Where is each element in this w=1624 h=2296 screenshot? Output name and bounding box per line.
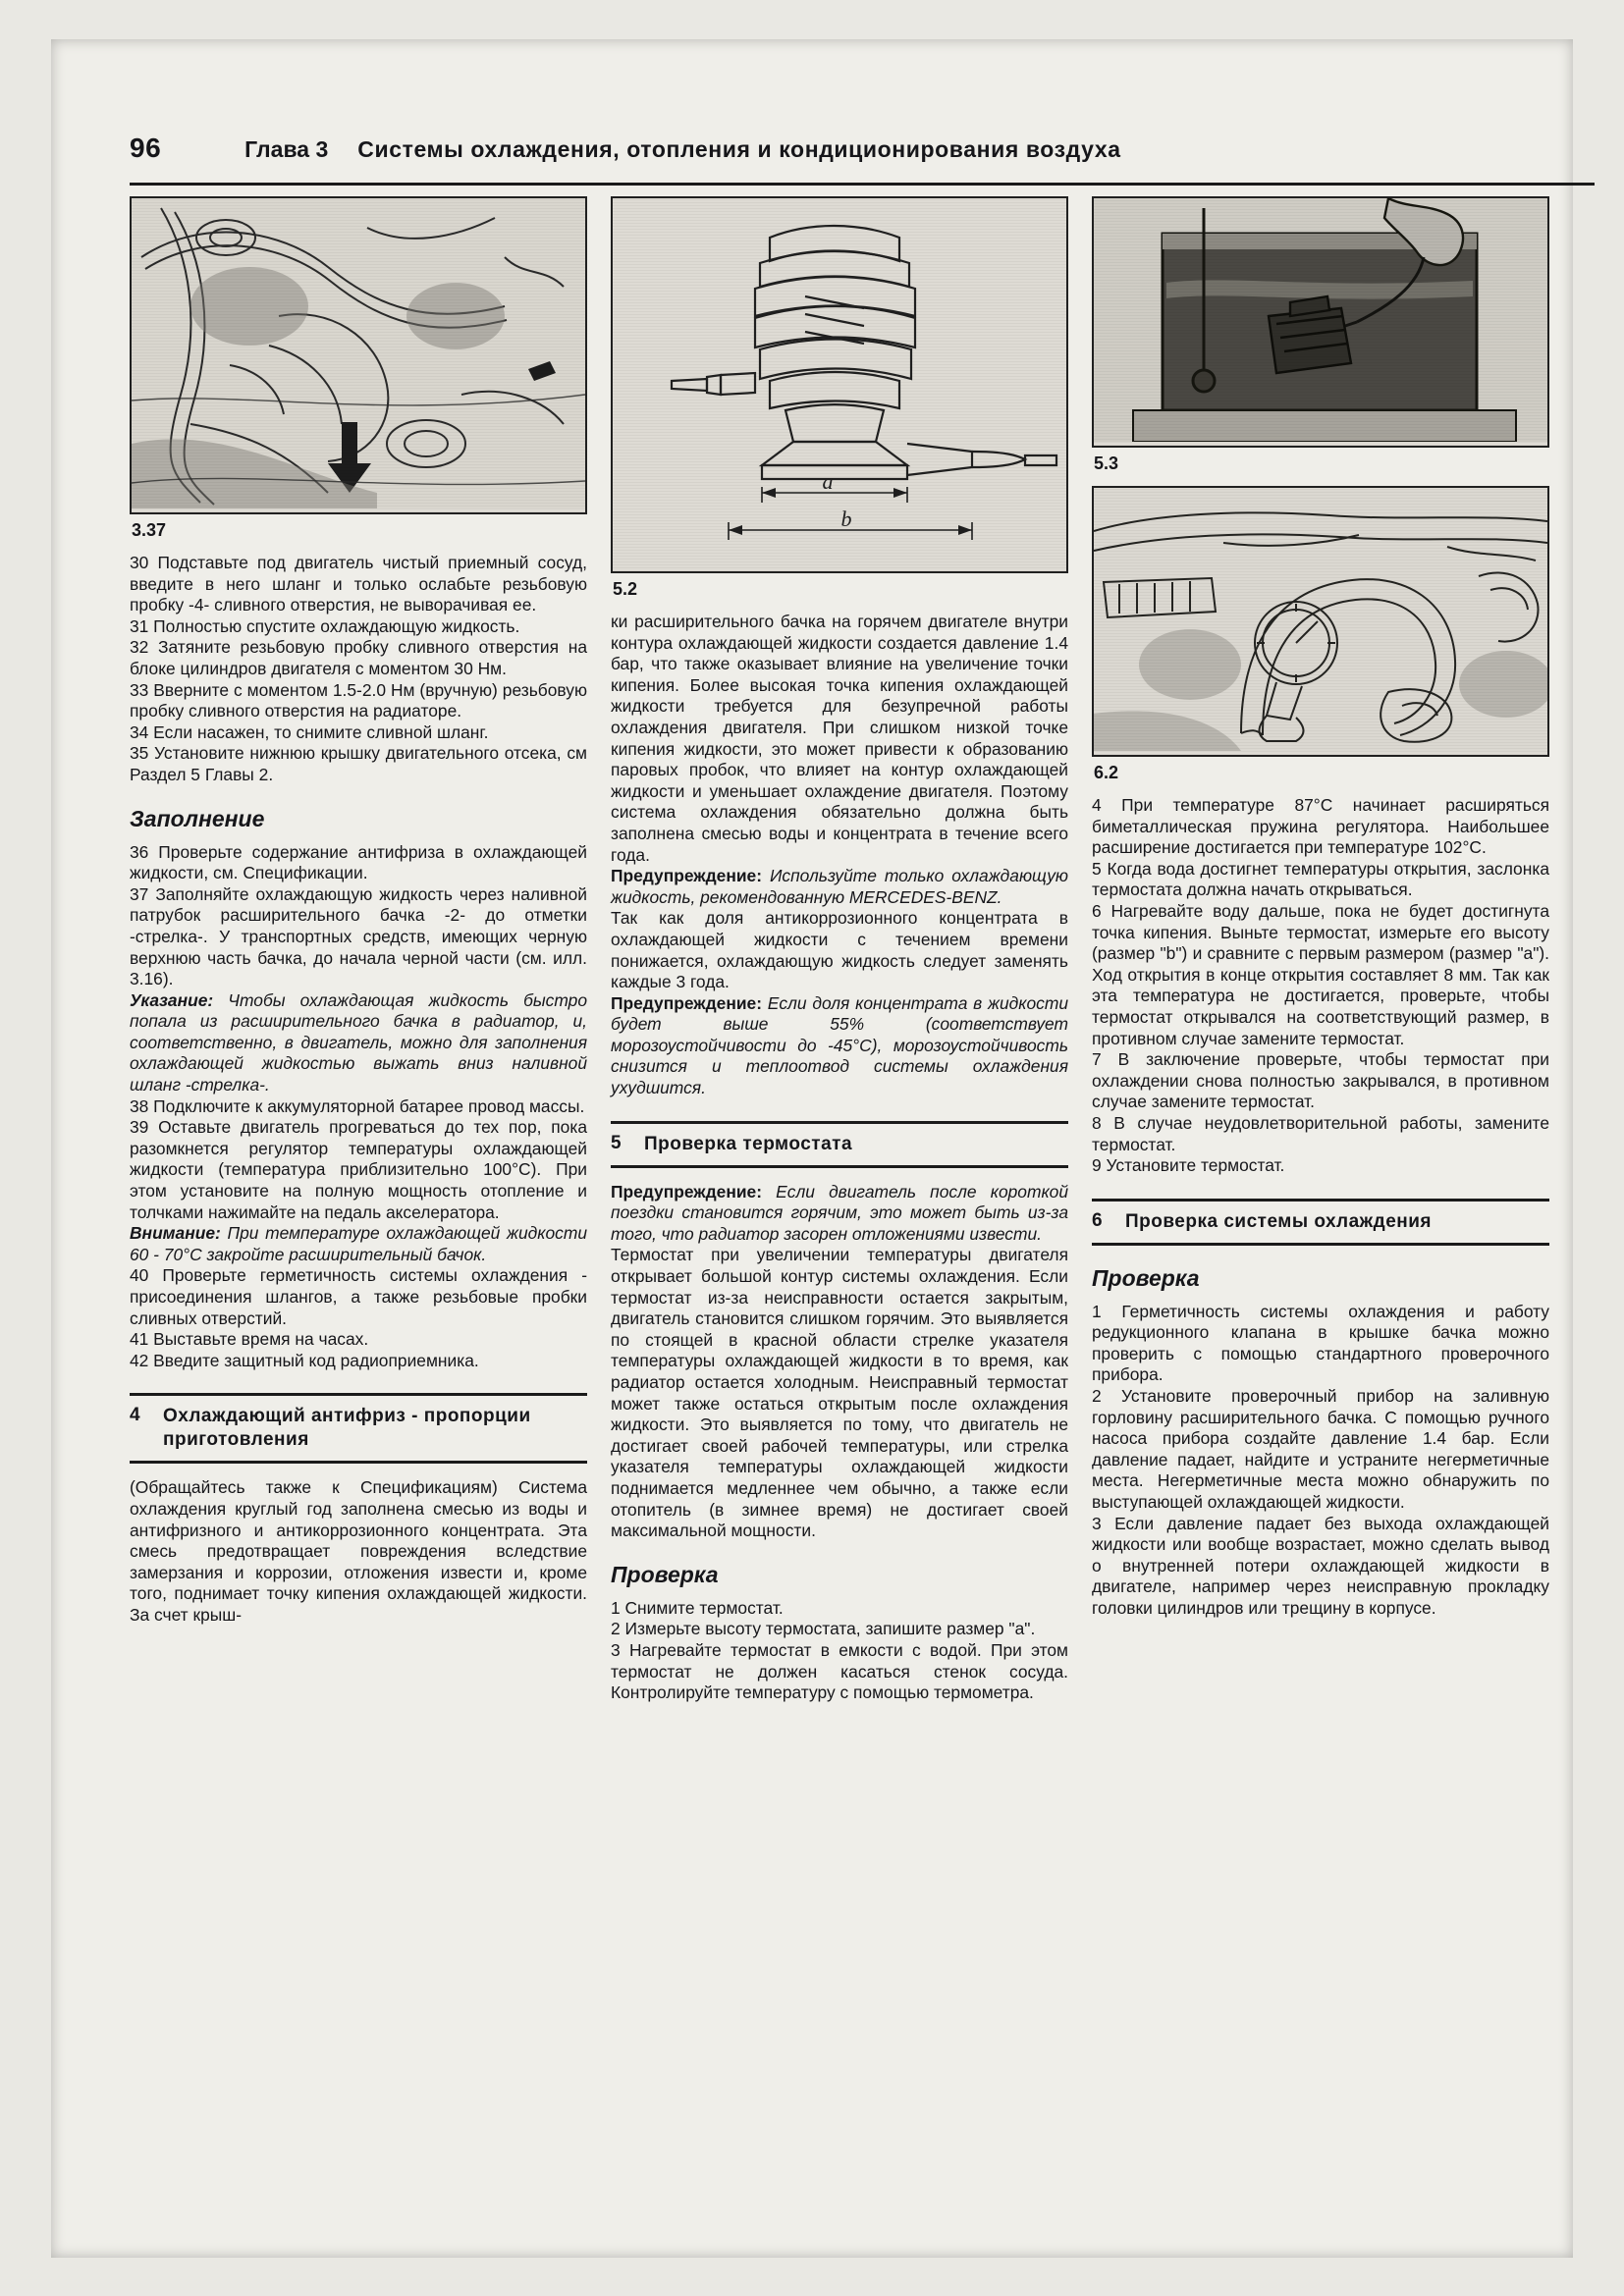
paragraph-38: 38 Подключите к аккумуляторной батарее провод массы.: [130, 1095, 585, 1116]
page-header: [130, 133, 1593, 178]
section-4-number: 4: [130, 1405, 140, 1426]
figure-3-37: [130, 196, 587, 514]
check-step-3: 3 Нагревайте термостат в емкости с водой. При этом термостат не должен касаться стенок сосуда. Контролируйте температуру с помощью термометра.: [611, 1639, 1068, 1703]
heading-check-col3: Проверка: [1092, 1264, 1200, 1291]
note-text: Чтобы охлаждающая жидкость быстро попала из расширительного бачка в радиатор, и, соответственно, в двигатель, можно для заполнения охлаждающей жидкостью выжать вниз наливной шланг -стрелка-.: [130, 989, 587, 1095]
paragraph-35: 35 Установите нижнюю крышку двигательного отсека, см Раздел 5 Главы 2.: [130, 743, 587, 784]
svg-text:b: b: [840, 507, 852, 531]
check-step-8: 8 В случае неудовлетворительной работы, замените термостат.: [1092, 1112, 1549, 1154]
paragraph-40: 40 Проверьте герметичность системы охлаждения - присоединения шлангов, а также резьбовые пробки сливных отверстий.: [130, 1265, 587, 1328]
figure-5-3: [1092, 196, 1549, 448]
heading-check-col2: Проверка: [611, 1561, 719, 1587]
warning-1-label: Предупреждение:: [611, 866, 762, 886]
paragraph-32: 32 Затяните резьбовую пробку сливного отверстия на блоке цилиндров двигателя с моментом 30 Нм.: [130, 637, 587, 678]
paragraph-42: 42 Введите защитный код радиоприемника.: [130, 1350, 479, 1370]
figure-6-2: [1092, 486, 1549, 757]
paragraph-thermostat: Термостат при увеличении температуры двигателя открывает большой контур системы охлаждения. Если термостат из-за неисправности остается закрытым, двигатель становится слишком горячим. Это выявляется по стоящей в красной области стрелке указателя температуры охлаждающей жидкости в то время, как радиатор остается холодным. Неисправный термостат может также остаться открытым после охлаждения жидкости. Это выявляется по тому, что двигатель не достигает своей рабочей температуры, или стрелка указателя температуры охлаждающей жидкости поднимается медленнее чем обычно, а также если отопитель (в зимнее время) не достигает своей максимальной мощности.: [611, 1245, 1068, 1541]
warning-2-text: Если доля концентрата в жидкости будет выше 55% (соответствует морозоустойчивости до -45°C), морозоустойчивость снизится и теплоотвод системы охлаждения ухудшится.: [611, 992, 1068, 1098]
paragraph-30: 30 Подставьте под двигатель чистый приемный сосуд, введите в него шланг и только ослабьте резьбовую пробку -4- сливного отверстия, не выворачивая ее.: [130, 553, 587, 615]
header-rule: [130, 183, 1595, 186]
paragraph-continued: ки расширительного бачка на горячем двигателе внутри контура охлаждающей жидкости создается давление 1.4 бар, что также оказывает влияние на увеличение точки кипения. Более высокая точка кипения охлаждающей жидкости требуется для безупречной работы охлаждения двигателя. При слишком низкой точке кипения жидкости, это может привести к образованию паровых пробок, что влияет на контур охлаждающей жидкости и уменьшает охлаждение двигателя. Поэтому система охлаждения обязательно должна быть заполнена смесью воды и концентрата в течение всего года.: [611, 612, 1068, 865]
figure-3-37-caption: 3.37: [132, 520, 167, 540]
paragraph-warning-2: [611, 993, 1068, 1099]
check-step-5: 5 Когда вода достигнет температуры открытия, заслонка термостата должна начать открываться.: [1092, 858, 1549, 900]
page-number: 96: [130, 133, 162, 163]
paragraph-37: 37 Заполняйте охлаждающую жидкость через наливной патрубок расширительного бачка -2- до отметки -стрелка-. У транспортных средств, имеющих черную верхнюю часть бачка, до начала черной части (см. илл. 3.16).: [130, 883, 587, 989]
paragraph-36: 36 Проверьте содержание антифриза в охлаждающей жидкости, см. Спецификации.: [130, 841, 587, 883]
paragraph-warning-1: [611, 866, 1068, 908]
paragraph-section-4-body: (Обращайтесь также к Спецификациям) Система охлаждения круглый год заполнена смесью из воды и антифризного и антикоррозионного концентрата. Эта смесь предотвращает повреждения вследствие замерзания и коррозии, отложения извести и, кроме того, поднимает точку кипения охлаждающей жидкости. За счет крыш-: [130, 1477, 587, 1625]
column-2: [611, 196, 1068, 1704]
section-4-title: Охлаждающий антифриз - пропорции приготовления: [163, 1406, 531, 1451]
section-6-title: Проверка системы охлаждения: [1125, 1210, 1432, 1232]
figure-5-3-caption: 5.3: [1094, 454, 1119, 473]
section-6-bar: [1092, 1199, 1549, 1246]
section-5-number: 5: [611, 1132, 622, 1153]
warning-3-label: Предупреждение:: [611, 1181, 762, 1201]
check-step-7: 7 В заключение проверьте, чтобы термостат при охлаждении снова полностью закрывался, в противном случае замените термостат.: [1092, 1049, 1549, 1112]
paragraph-warning-3: [611, 1182, 1068, 1246]
check-step-4: 4 При температуре 87°C начинает расширяться биметаллическая пружина регулятора. Наибольшее расширение достигается при температуре 102°C.: [1092, 795, 1549, 858]
svg-text:a: a: [822, 469, 834, 494]
caution-text: При температуре охлаждающей жидкости 60 - 70°C закройте расширительный бачок.: [130, 1223, 587, 1264]
paragraph-note-vnimanie: [130, 1223, 587, 1265]
caution-label: Внимание:: [130, 1223, 221, 1244]
check-step-6: 6 Нагревайте воду дальше, пока не будет достигнута точка кипения. Выньте термостат, измерьте его высоту (размер "b") и сравните с первым размером (размер "a"). Ход открытия в конце открытия составляет 8 мм. Так как эта температура не достигается, проверьте, чтобы термостат открывался на соответствующий размер, в противном случае замените термостат.: [1092, 900, 1549, 1048]
paragraph-34: 34 Если насажен, то снимите сливной шланг.: [130, 721, 489, 742]
section-4-bar: [130, 1393, 587, 1464]
figure-6-2-caption: 6.2: [1094, 763, 1119, 782]
paragraph-33: 33 Вверните с моментом 1.5-2.0 Нм (вручную) резьбовую пробку сливного отверстия на радиаторе.: [130, 679, 587, 721]
cooling-check-step-2: 2 Установите проверочный прибор на заливную горловину расширительного бачка. С помощью ручного насоса прибора создайте давление 1.4 бар. Если давление падает, найдите и устраните негерметичные места. Негерметичные места можно обнаружить по выступающей охлаждающей жидкости.: [1092, 1386, 1549, 1513]
column-1: [130, 196, 587, 1627]
page-sheet: [51, 39, 1573, 2258]
section-5-bar: [611, 1121, 1068, 1168]
warning-1-text: Используйте только охлаждающую жидкость, рекомендованную MERCEDES-BENZ.: [611, 866, 1068, 907]
page-title: Системы охлаждения, отопления и кондиционирования воздуха: [357, 136, 1121, 162]
warning-3-text: Если двигатель после короткой поездки становится горячим, это может быть из-за того, что радиатор засорен отложениями извести.: [611, 1181, 1068, 1244]
check-step-9: 9 Установите термостат.: [1092, 1155, 1285, 1176]
chapter-label: Глава 3: [244, 136, 329, 162]
check-step-2: 2 Измерьте высоту термостата, запишите размер "a".: [611, 1619, 1036, 1639]
check-step-1: 1 Снимите термостат.: [611, 1597, 784, 1618]
paragraph-31: 31 Полностью спустите охлаждающую жидкость.: [130, 615, 520, 636]
section-6-number: 6: [1092, 1209, 1103, 1231]
heading-filling: Заполнение: [130, 805, 265, 831]
paragraph-41: 41 Выставьте время на часах.: [130, 1329, 369, 1350]
cooling-check-step-3: 3 Если давление падает без выхода охлаждающей жидкости или вообще возрастает, можно сделать вывод о внутренней потери охлаждающей жидкости в двигателе, например через неисправную прокладку головки цилиндров или трещину в корпусе.: [1092, 1513, 1549, 1618]
cooling-check-step-1: 1 Герметичность системы охлаждения и работу редукционного клапана в крышке бачка можно проверить с помощью стандартного проверочного прибора.: [1092, 1301, 1549, 1385]
paragraph-note-ukazanie: [130, 990, 587, 1096]
section-5-title: Проверка термостата: [644, 1133, 853, 1154]
column-3: [1092, 196, 1549, 1620]
paragraph-39: 39 Оставьте двигатель прогреваться до тех пор, пока разомкнется регулятор температуры охлаждающей жидкости (температура приблизительно 100°C). При этом установите на полную мощность отопление и толчками нажимайте на педаль акселератора.: [130, 1117, 587, 1222]
note-label: Указание:: [130, 989, 214, 1010]
figure-5-2-caption: 5.2: [613, 579, 638, 599]
paragraph-anticorrosion: Так как доля антикоррозионного концентрата в охлаждающей жидкости с течением времени понижается, охлаждающую жидкость следует заменять каждые 3 года.: [611, 908, 1068, 992]
warning-2-label: Предупреждение:: [611, 992, 762, 1013]
figure-5-2: [611, 196, 1068, 573]
